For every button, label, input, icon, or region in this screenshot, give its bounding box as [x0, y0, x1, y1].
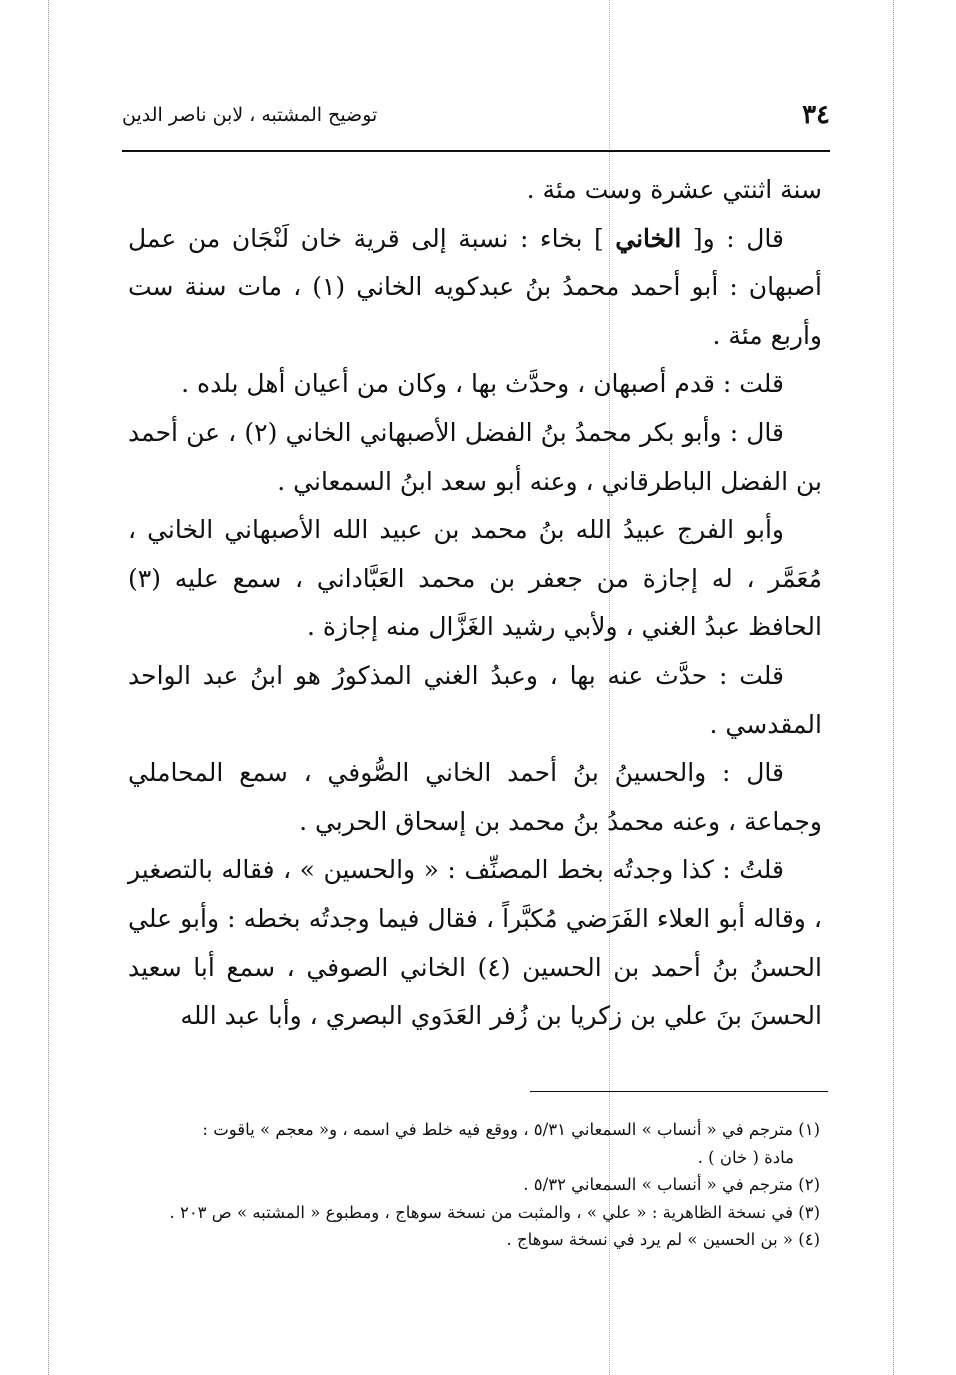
paragraph-7: قال : والحسينُ بنُ أحمد الخاني الصُّوفي ، سمع المحاملي وجماعة ، وعنه محمدُ بنُ محمد بن إسحاق الحربي .: [128, 758, 822, 836]
paragraph-2-lead: قال : و[: [681, 223, 784, 253]
paragraph-4: قال : وأبو بكر محمدُ بنُ الفضل الأصبهاني الخاني (٢) ، عن أحمد بن الفضل الباطرقاني ، وعنه أبو سعد ابنُ السمعاني .: [128, 417, 822, 496]
footnote-1: (١) مترجم في « أنساب » السمعاني ٥/٣١ ، ووقع فيه خلط في اسمه ، و« معجم » ياقوت :: [202, 1120, 820, 1139]
page-number: ٣٤: [802, 100, 830, 130]
footnote-4: (٤) « بن الحسين » لم يرد في نسخة سوهاج .: [506, 1230, 820, 1249]
paragraph-2: [128, 215, 822, 361]
footnote-1-continued: مادة ( خان ) .: [697, 1147, 794, 1167]
footnote-rule: [530, 1091, 828, 1092]
footnotes: [150, 1116, 820, 1254]
paragraph-2-text: ] بخاء : نسبة إلى قرية خان لَنْجَان من عمل أصبهان : أبو أحمد محمدُ بنُ عبدكويه الخاني (١) ، مات سنة ست وأربع مئة .: [128, 223, 823, 350]
entry-heading: الخاني: [615, 223, 682, 253]
scan-margin-dots-left: [48, 0, 49, 1375]
header-rule: [122, 150, 830, 152]
scan-margin-dots-right: [893, 0, 894, 1375]
paragraph-1: سنة اثنتي عشرة وست مئة .: [526, 175, 822, 204]
main-text: [128, 166, 822, 1041]
paragraph-8: قلتُ : كذا وجدتُه بخط المصنِّف : « والحسين » ، فقاله بالتصغير ، وقاله أبو العلاء الفَرَضي مُكبَّراً ، فقال فيما وجدتُه بخطه : وأبو علي الحسنُ بنُ أحمد بن الحسين (٤) الخاني الصوفي ، سمع أبا سعيد الحسنَ بنَ علي بن زكريا بن زُفر العَدَوي البصري ، وأبا عبد الله: [128, 855, 822, 1031]
running-title: توضيح المشتبه ، لابن ناصر الدين: [122, 104, 378, 126]
paragraph-6: قلت : حدَّث عنه بها ، وعبدُ الغني المذكورُ هو ابنُ عبد الواحد المقدسي .: [128, 660, 822, 739]
footnote-3: (٣) في نسخة الظاهرية : « علي » ، والمثبت من نسخة سوهاج ، ومطبوع « المشتبه » ص ٢٠٣ .: [169, 1202, 820, 1222]
page-header: [122, 100, 830, 144]
footnote-2: (٢) مترجم في « أنساب » السمعاني ٥/٣٢ .: [523, 1175, 820, 1194]
paragraph-3: قلت : قدم أصبهان ، وحدَّث بها ، وكان من أعيان أهل بلده .: [181, 369, 784, 399]
paragraph-5: وأبو الفرج عبيدُ الله بنُ محمد بن عبيد الله الأصبهاني الخاني ، مُعَمَّر ، له إجازة من جعفر بن محمد العَبَّاداني ، سمع عليه (٣) الحافظ عبدُ الغني ، ولأبي رشيد الغَزَّال منه إجازة .: [128, 515, 822, 642]
